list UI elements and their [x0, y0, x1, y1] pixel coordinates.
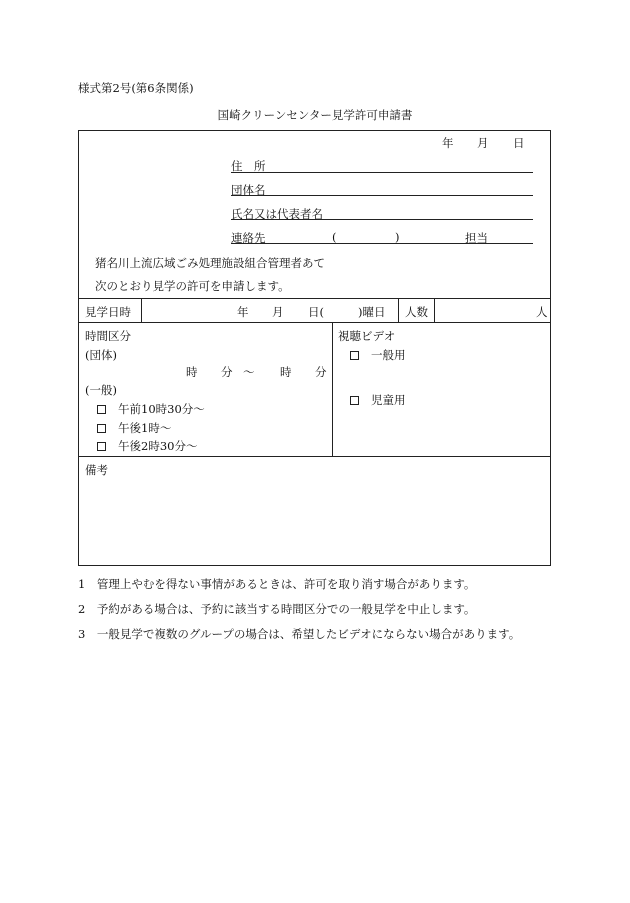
group-end-minute-label: 分 [315, 365, 327, 379]
contact-label: 連絡先 [231, 231, 266, 245]
group-start-minute-label: 分 [221, 365, 233, 379]
time-option-label: 午前10時30分〜 [118, 402, 205, 416]
note-item: 1 管理上やむを得ない事情があるときは、許可を取り消す場合があります。 [78, 577, 476, 591]
video-option-general[interactable] [350, 347, 406, 363]
address-label: 住 所 [231, 159, 266, 173]
representative-name-field[interactable] [231, 219, 533, 220]
group-name-label: 団体名 [231, 183, 266, 197]
date-day-label: 日 [513, 136, 525, 150]
time-range-tilde: 〜 [243, 365, 255, 379]
video-option-label: 一般用 [371, 348, 406, 362]
contact-paren-open: ( [332, 230, 337, 244]
divider [79, 456, 550, 457]
video-option-label: 児童用 [371, 393, 406, 407]
time-option-1300[interactable] [97, 420, 171, 436]
checkbox[interactable] [97, 424, 106, 433]
address-field[interactable] [231, 172, 533, 173]
time-option-label: 午後1時〜 [118, 421, 172, 435]
visitor-count-unit: 人 [536, 305, 548, 319]
video-label: 視聴ビデオ [338, 329, 396, 343]
group-time-label: (団体) [85, 348, 117, 362]
divider [79, 322, 550, 323]
date-month-label: 月 [477, 136, 489, 150]
note-item: 2 予約がある場合は、予約に該当する時間区分での一般見学を中止します。 [78, 602, 476, 616]
visit-year-label: 年 [237, 305, 249, 319]
addressee: 猪名川上流広域ごみ処理施設組合管理者あて [95, 256, 325, 270]
contact-paren-close: ) [395, 230, 400, 244]
time-option-1430[interactable] [97, 438, 197, 454]
divider [398, 298, 399, 322]
checkbox[interactable] [97, 442, 106, 451]
group-start-hour-label: 時 [186, 365, 198, 379]
divider [141, 298, 142, 322]
visit-day-label: 日( [308, 305, 324, 319]
checkbox[interactable] [350, 351, 359, 360]
time-slot-label: 時間区分 [85, 329, 131, 343]
contact-field[interactable] [231, 243, 533, 244]
remarks-label: 備考 [85, 463, 108, 477]
note-item: 3 一般見学で複数のグループの場合は、希望したビデオにならない場合があります。 [78, 627, 521, 641]
checkbox[interactable] [97, 405, 106, 414]
date-year-label: 年 [442, 136, 454, 150]
group-name-field[interactable] [231, 195, 533, 196]
checkbox[interactable] [350, 396, 359, 405]
time-option-label: 午後2時30分〜 [118, 439, 198, 453]
time-option-1030[interactable] [97, 401, 205, 417]
divider [79, 298, 550, 299]
representative-name-label: 氏名又は代表者名 [231, 207, 323, 221]
divider [434, 298, 435, 322]
form-id: 様式第2号(第6条関係) [78, 81, 194, 95]
person-in-charge-label: 担当 [465, 231, 488, 245]
general-time-label: (一般) [85, 383, 117, 397]
video-option-children[interactable] [350, 392, 406, 408]
visit-datetime-label: 見学日時 [85, 305, 131, 319]
divider [332, 322, 333, 456]
visit-month-label: 月 [272, 305, 284, 319]
application-form [78, 130, 551, 566]
visit-weekday-label: )曜日 [358, 305, 386, 319]
request-text: 次のとおり見学の許可を申請します。 [95, 279, 290, 293]
document-title: 国崎クリーンセンター見学許可申請書 [217, 108, 413, 122]
visitor-count-label: 人数 [405, 305, 428, 319]
group-end-hour-label: 時 [280, 365, 292, 379]
